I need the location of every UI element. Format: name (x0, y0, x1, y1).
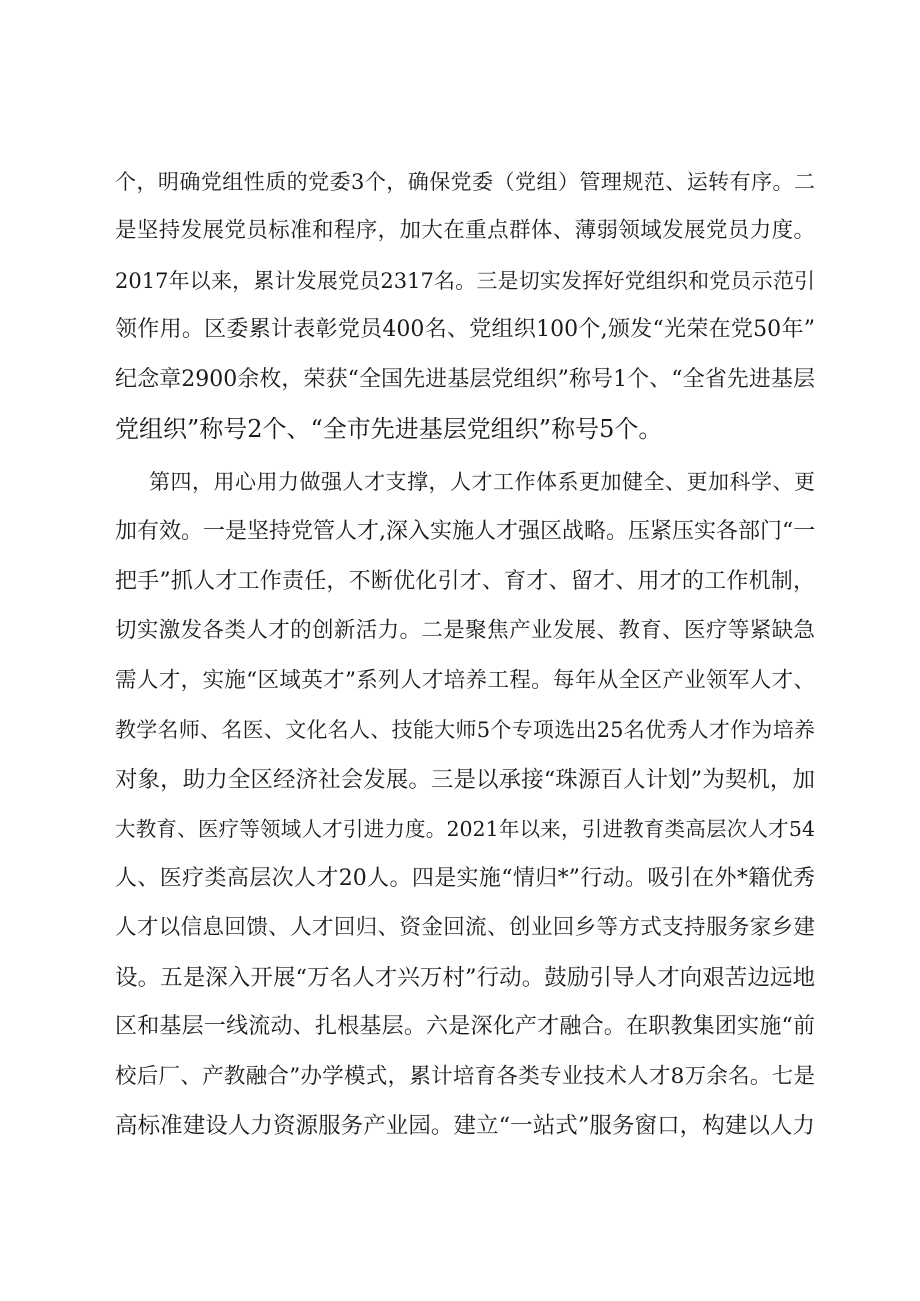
paragraph-1-line-1: 个，明确党组性质的党委3个，确保党委（党组）管理规范、运转有序。二 (115, 170, 815, 194)
paragraph-2-line-8: 大教育、医疗等领域人才引进力度。2021年以来，引进教育类高层次人才54 (115, 817, 815, 841)
paragraph-2-line-11: 设。五是深入开展“万名人才兴万村”行动。鼓励引导人才向艰苦边远地 (115, 965, 815, 991)
paragraph-2-line-14: 高标准建设人力资源服务产业园。建立“一站式”服务窗口，构建以人力 (115, 1113, 815, 1139)
paragraph-2-line-2: 加有效。一是坚持党管人才,深入实施人才强区战略。压紧压实各部门“一 (115, 519, 816, 544)
paragraph-1-line-5: 纪念章2900余枚，荣获“全国先进基层党组织”称号1个、“全省先进基层 (115, 367, 815, 392)
paragraph-2-line-4: 切实激发各类人才的创新活力。二是聚焦产业发展、教育、医疗等紧缺急 (115, 618, 815, 643)
paragraph-2-line-6: 教学名师、名医、文化名人、技能大师5个专项选出25名优秀人才作为培养 (115, 718, 815, 742)
paragraph-1-line-6: 党组织”称号2个、“全市先进基层党组织”称号5个。 (115, 415, 663, 443)
paragraph-2-line-12: 区和基层一线流动、扎根基层。六是深化产才融合。在职教集团实施“前 (115, 1014, 815, 1039)
paragraph-2-line-13: 校后厂、产教融合”办学模式，累计培育各类专业技术人才8万余名。七是 (115, 1064, 815, 1089)
paragraph-2-line-5: 需人才，实施“区域英才”系列人才培养工程。每年从全区产业领军人才、 (115, 668, 815, 693)
paragraph-1-line-4: 领作用。区委累计表彰党员400名、党组织100个,颁发“光荣在党50年” (115, 317, 815, 342)
paragraph-1-line-3: 2017年以来，累计发展党员2317名。三是切实发挥好党组织和党员示范引 (115, 269, 815, 293)
paragraph-2-line-9: 人、医疗类高层次人才20人。四是实施“情归*”行动。吸引在外*籍优秀 (115, 866, 815, 891)
paragraph-2-line-1: 第四，用心用力做强人才支撑，人才工作体系更加健全、更加科学、更 (149, 470, 815, 494)
paragraph-2-line-10: 人才以信息回馈、人才回归、资金回流、创业回乡等方式支持服务家乡建 (115, 915, 815, 940)
paragraph-1-line-2: 是坚持发展党员标准和程序，加大在重点群体、薄弱领域发展党员力度。 (115, 218, 815, 243)
paragraph-2-line-7: 对象，助力全区经济社会发展。三是以承接“珠源百人计划”为契机，加 (115, 767, 815, 793)
paragraph-2-line-3: 把手”抓人才工作责任，不断优化引才、育才、留才、用才的工作机制， (115, 569, 815, 594)
